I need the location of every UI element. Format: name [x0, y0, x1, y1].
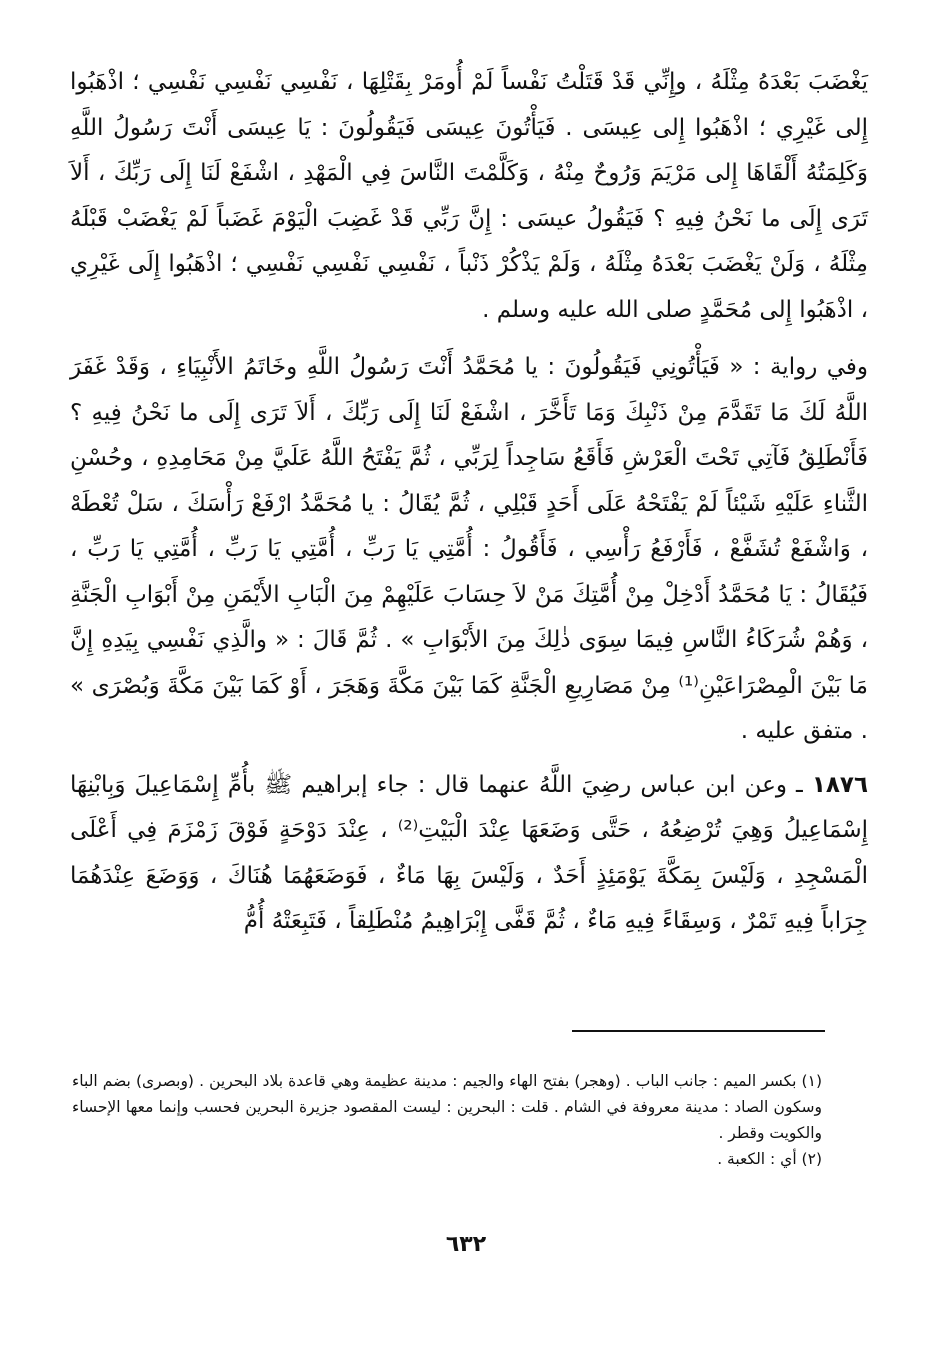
page-body — [70, 60, 868, 945]
footnotes — [72, 1068, 822, 1172]
footnote-1: (١) بكسر الميم : جانب الباب . (وهجر) بفتح الهاء والجيم : مدينة عظيمة وهي قاعدة بلاد البحرين . (وبصرى) بضم الباء وسكون الصاد : مدينة معروفة في الشام . قلت : البحرين : ليست المقصود جزيرة البحرين فحسب وإنما معها الإحساء والكويت وقطر . — [72, 1072, 822, 1142]
footnote-divider — [572, 1030, 825, 1032]
hadith-text: ـ وعن ابن عباس رضِيَ اللَّهُ عنهما قال : جاء إبراهيم ﷺ بأُمِّ إِسْمَاعِيلَ وَبِابْنِهَا إِسْمَاعِيلُ وَهِيَ تُرْضِعُهُ ، حَتَّى وَضَعَهَا عِنْدَ الْبَيْتِ⁽²⁾ ، عِنْدَ دَوْحَةٍ فَوْقَ زَمْزَمَ فِي أَعْلَى الْمَسْجِدِ ، وَلَيْسَ بِمَكَّةَ يَوْمَئِذٍ أَحَدٌ ، وَلَيْسَ بِهَا مَاءٌ ، فَوَضَعَهُمَا هُنَاكَ ، وَوَضَعَ عِنْدَهُمَا جِرَاباً فِيهِ تَمْرٌ ، وَسِقَاءً فِيهِ مَاءٌ ، ثُمَّ قَفَّى إِبْرَاهِيمُ مُنْطَلِقاً ، فَتَبِعَتْهُ أُمُّ — [70, 771, 868, 934]
hadith-paragraph — [70, 763, 868, 945]
hadith-number: ١٨٧٦ — [811, 771, 868, 798]
page-number: ٦٣٢ — [445, 1232, 487, 1257]
paragraph-2: وفي رواية : « فَيَأْتُونِي فَيَقُولُونَ : يا مُحَمَّدُ أَنْتَ رَسُولُ اللَّهِ وخَاتَمُ الأَنْبِيَاءِ ، وَقَدْ غَفَرَ اللَّهُ لَكَ مَا تَقَدَّمَ مِنْ ذَنْبِكَ وَمَا تَأَخَّرَ ، اشْفَعْ لَنَا إِلَى رَبِّكَ ، أَلاَ تَرَى إِلَى ما نَحْنُ فِيهِ ؟ فَأَنْطَلِقُ فَآتِي تَحْتَ الْعَرْشِ فَأَقَعُ سَاجِداً لِرَبِّي ، ثُمَّ يَفْتَحُ اللَّهُ عَلَيَّ مِنْ مَحَامِدِهِ ، وحُسْنِ الثَّناءِ عَلَيْهِ شَيْئاً لَمْ يَفْتَحْهُ عَلَى أَحَدٍ قَبْلِي ، ثُمَّ يُقَالُ : يا مُحَمَّدُ ارْفَعْ رَأْسَكَ ، سَلْ تُعْطَهْ ، وَاشْفَعْ تُشَفَّعْ ، فَأَرْفَعُ رَأْسِي ، فَأَقُولُ : أُمَّتِي يَا رَبِّ ، أُمَّتِي يَا رَبِّ ، أُمَّتِي يَا رَبِّ ، فَيُقَالُ : يَا مُحَمَّدُ أَدْخِلْ مِنْ أُمَّتِكَ مَنْ لاَ حِسَابَ عَلَيْهِمْ مِنَ الْبَابِ الأَيْمَنِ مِنْ أَبْوَابِ الْجَنَّةِ ، وَهُمْ شُرَكَاءُ النَّاسِ فِيمَا سِوَى ذٰلِكَ مِنَ الأَبْوَابِ » . ثُمَّ قَالَ : « والَّذِي نَفْسِي بِيَدِهِ إِنَّ مَا بَيْنَ الْمِصْرَاعَيْنِ⁽¹⁾ مِنْ مَصَارِيعِ الْجَنَّةِ كَمَا بَيْنَ مَكَّةَ وَهَجَرَ ، أَوْ كَمَا بَيْنَ مَكَّةَ وَبُصْرَى » . متفق عليه . — [70, 354, 868, 744]
footnote-2: (٢) أي : الكعبة . — [717, 1150, 822, 1168]
paragraph-1: يَغْضَبَ بَعْدَهُ مِثْلَهُ ، وإِنِّي قَدْ قَتَلْتُ نَفْساً لَمْ أُومَرْ بِقَتْلِهَا ، نَفْسِي نَفْسِي نَفْسِي ؛ اذْهَبُوا إِلى غَيْرِي ؛ اذْهَبُوا إِلى عِيسَى . فَيَأْتُونَ عِيسَى فَيَقُولُونَ : يَا عِيسَى أَنْتَ رَسُولُ اللَّهِ وَكَلِمَتُهُ أَلْقَاهَا إِلى مَرْيَمَ وَرُوحٌ مِنْهُ ، وَكَلَّمْتَ النَّاسَ فِي الْمَهْدِ ، اشْفَعْ لَنَا إِلَى رَبِّكَ ، أَلاَ تَرَى إِلَى ما نَحْنُ فِيهِ ؟ فَيَقُولُ عيسَى : إِنَّ رَبِّي قَدْ غَضِبَ الْيَوْمَ غَضَباً لَمْ يَغْضَبْ قَبْلَهُ مِثْلَهُ ، وَلَنْ يَغْضَبَ بَعْدَهُ مِثْلَهُ ، وَلَمْ يَذْكُرْ ذَنْباً ، نَفْسِي نَفْسِي نَفْسِي ؛ اذْهَبُوا إِلَى غَيْرِي ، اذْهَبُوا إِلى مُحَمَّدٍ صلى الله عليه وسلم . — [70, 69, 868, 323]
